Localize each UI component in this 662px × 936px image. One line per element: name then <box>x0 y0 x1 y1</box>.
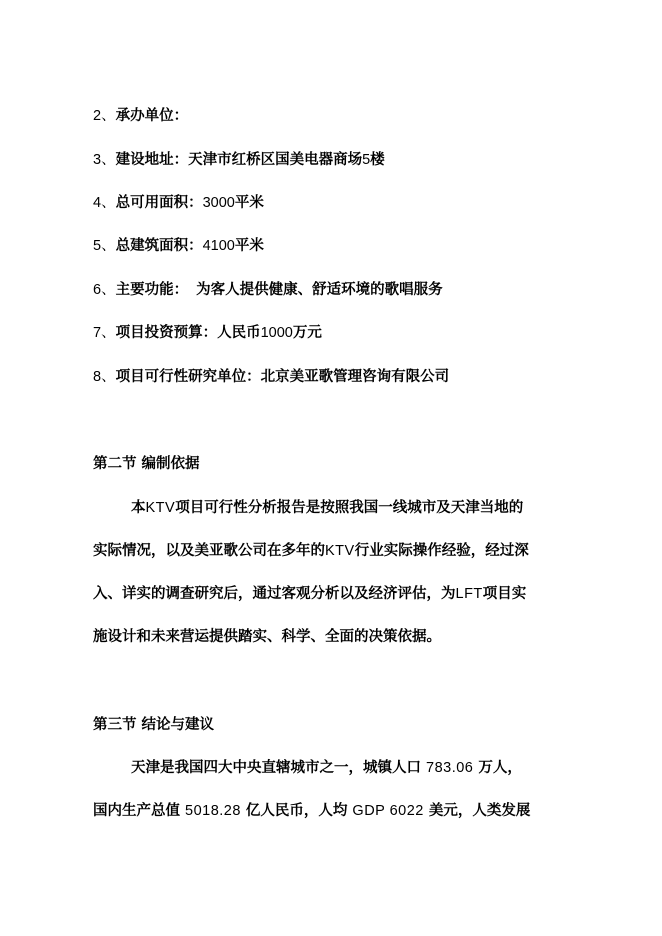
item-number: 4、 <box>93 195 116 211</box>
item-7 <box>93 323 322 343</box>
item-value: 人民币 <box>217 325 261 341</box>
text-run: 万人， <box>478 760 522 776</box>
paragraph-line <box>93 541 573 561</box>
paragraph-line <box>131 498 611 518</box>
text-run: KTV <box>325 543 355 559</box>
item-number: 6、 <box>93 282 116 298</box>
paragraph-line <box>93 584 573 604</box>
text-run: 国内生产总值 <box>93 803 180 819</box>
item-value-number: 3000 <box>202 195 235 211</box>
text-run: 施设计和未来营运提供踏实、科学、全面的决策依据。 <box>93 629 441 645</box>
item-number: 2、 <box>93 108 116 124</box>
item-label: 项目投资预算： <box>115 325 218 341</box>
text-run: 入、详实的调查研究后，通过客观分析以及经济评估，为 <box>93 586 456 602</box>
text-run: 天津是我国四大中央直辖城市之一，城镇人口 <box>131 760 421 776</box>
item-value-number: 1000 <box>260 325 293 341</box>
text-run: GDP 6022 <box>352 803 424 819</box>
item-value-suffix: 平米 <box>234 195 264 211</box>
item-label: 主要功能： <box>115 282 189 298</box>
item-value-number: 5 <box>362 152 371 168</box>
item-number: 3、 <box>93 152 116 168</box>
item-number: 8、 <box>93 369 116 385</box>
item-4 <box>93 193 264 213</box>
item-number: 7、 <box>93 325 116 341</box>
item-5 <box>93 236 264 256</box>
item-2 <box>93 106 188 126</box>
text-run: LFT <box>455 586 483 602</box>
text-run: 实际情况，以及美亚歌公司在多年的 <box>93 543 325 559</box>
section-heading-3: 第三节 结论与建议 <box>93 717 215 733</box>
text-run: 5018.28 <box>185 803 241 819</box>
text-run: 亿人民币，人均 <box>245 803 348 819</box>
item-number: 5、 <box>93 238 116 254</box>
item-3 <box>93 150 385 170</box>
paragraph-line <box>131 758 611 778</box>
text-run: 783.06 <box>426 760 474 776</box>
text-run: 行业实际操作经验，经过深 <box>354 543 529 559</box>
item-value-number: 4100 <box>202 238 235 254</box>
text-run: KTV <box>145 500 176 516</box>
text-run: 本 <box>131 500 146 516</box>
item-6 <box>93 280 443 300</box>
item-label: 总可用面积： <box>115 195 203 211</box>
item-label: 总建筑面积： <box>115 238 203 254</box>
text-run: 项目实 <box>482 586 527 602</box>
item-8 <box>93 367 449 387</box>
text-run: 美元，人类发展 <box>428 803 531 819</box>
paragraph-line <box>93 627 573 647</box>
item-value-suffix: 平米 <box>234 238 264 254</box>
item-value-suffix: 万元 <box>292 325 322 341</box>
paragraph-line <box>93 801 573 821</box>
item-label: 承办单位： <box>115 108 189 124</box>
item-value: 北京美亚歌管理咨询有限公司 <box>260 369 450 385</box>
item-value: 天津市红桥区国美电器商场 <box>188 152 363 168</box>
item-label: 建设地址： <box>115 152 189 168</box>
text-run: 项目可行性分析报告是按照我国一线城市及天津当地的 <box>175 500 524 516</box>
item-value: 为客人提供健康、舒适环境的歌唱服务 <box>196 282 443 298</box>
section-heading-2: 第二节 编制依据 <box>93 456 200 472</box>
item-value-suffix: 楼 <box>370 152 385 168</box>
item-label: 项目可行性研究单位： <box>115 369 261 385</box>
